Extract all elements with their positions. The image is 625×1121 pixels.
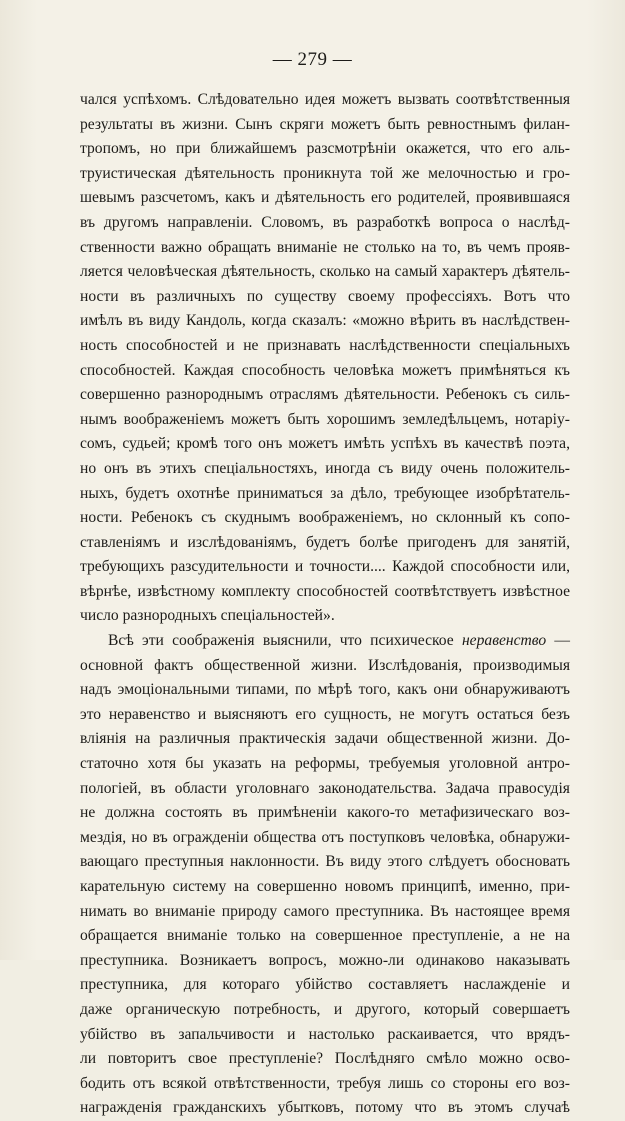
paragraph-line: чался успѣхомъ. Слѣдовательно идея можетъ вызвать соотвѣтственныя: [80, 91, 570, 108]
emphasized-word: неравенство: [461, 632, 547, 650]
paragraph-line: бодить отъ всякой отвѣтственности, требуя лишь со стороны его воз-: [80, 1074, 570, 1092]
paragraph-line: ности въ различныхъ по существу своему профессіяхъ. Вотъ что: [80, 287, 570, 305]
paragraph-line: обращается вниманіе только на совершенное преступленіе, а не на: [80, 927, 570, 945]
paragraph-line: нимать во вниманіе природу самого преступника. Въ настоящее время: [80, 902, 570, 920]
paragraph-line: мездія, но въ огражденіи общества отъ поступковъ человѣка, обнаружи-: [80, 828, 570, 846]
paragraph-line: преступника, для котораго убійство составляетъ наслажденіе и: [80, 976, 570, 994]
paragraph-line: ности. Ребенокъ съ скуднымъ воображеніемъ, но склонный къ сопо-: [80, 509, 570, 527]
line-text: Всѣ эти соображенія выяснили, что психическое: [108, 632, 462, 650]
paragraph-line: даже органическую потребность, и другого, который совершаетъ: [80, 1000, 570, 1018]
paragraph-line: имѣлъ въ виду Кандоль, когда сказалъ: «можно вѣрить въ наслѣдствен-: [80, 312, 570, 330]
paragraph-line: труистическая дѣятельность проникнута той же мелочностью и гро-: [80, 164, 570, 182]
paragraph-line: статочно хотя бы указать на реформы, требуемыя уголовной антро-: [80, 755, 570, 773]
paragraph-line: требующихъ разсудительности и точности.... Каждой способности или,: [80, 558, 570, 576]
paragraph-line: нымъ воображеніемъ можетъ быть хорошимъ земледѣльцемъ, нотаріу-: [80, 410, 570, 428]
paragraph-line: не должна состоять въ примѣненіи какого-то метафизическаго воз-: [80, 804, 570, 822]
paragraph-line: пологіей, въ области уголовнаго законодательства. Задача правосудія: [80, 779, 570, 797]
paragraph-line: въ другомъ направленіи. Словомъ, въ разработкѣ вопроса о наслѣд-: [80, 213, 570, 231]
paragraph-line: вающаго преступныя наклонности. Въ виду этого слѣдуетъ обосновать: [80, 853, 570, 871]
paragraph-line: надъ эмоціональными типами, по мѣрѣ того, какъ они обнаруживаютъ: [80, 681, 570, 699]
paragraph-line: ли повторитъ свое преступленіе? Послѣдняго смѣло можно осво-: [80, 1050, 570, 1068]
paragraph-line: способностей. Каждая способность человѣка можетъ примѣняться къ: [80, 361, 570, 379]
paragraph-line: ственности важно обращать вниманіе не столько на то, въ чемъ прояв-: [80, 238, 570, 256]
paragraph-line: ляется человѣческая дѣятельность, сколько на самый характеръ дѣятель-: [80, 263, 570, 281]
paragraph-1: [80, 88, 570, 629]
paragraph-line: награжденія гражданскихъ убытковъ, потому что въ этомъ случаѣ: [80, 1099, 570, 1117]
paragraph-line: совершенно разнороднымъ отраслямъ дѣятельности. Ребенокъ съ силь-: [80, 386, 570, 404]
line-text: —: [546, 632, 570, 650]
paragraph-line: шевымъ разсчетомъ, какъ и дѣятельность его родителей, проявившаяся: [80, 189, 570, 207]
paragraph-line: преступника. Возникаетъ вопросъ, можно-ли одинаково наказывать: [80, 951, 570, 969]
paragraph-line: результаты въ жизни. Сынъ скряги можетъ быть ревностнымъ филан-: [80, 115, 570, 133]
paragraph-line: тропомъ, но при ближайшемъ разсмотрѣніи окажется, что его аль-: [80, 140, 570, 158]
paragraph-line: ность способностей и не признавать наслѣдственности спеціальныхъ: [80, 336, 570, 354]
paragraph-line: [80, 629, 570, 654]
page-number: — 279 —: [272, 49, 353, 70]
paragraph-line: число разнородныхъ спеціальностей».: [80, 607, 335, 625]
paragraph-line: это неравенство и выясняютъ его сущность, не могутъ остаться безъ: [80, 705, 570, 723]
paragraph-line: сомъ, судьей; кромѣ того онъ можетъ имѣть успѣхъ въ качествѣ поэта,: [80, 435, 570, 453]
body-text: [80, 88, 570, 1121]
paragraph-2: [80, 629, 570, 1121]
paragraph-line: карательную систему на совершенно новомъ принципѣ, именно, при-: [80, 878, 570, 895]
paragraph-line: ныхъ, будетъ охотнѣе приниматься за дѣло, требующее изобрѣтатель-: [80, 484, 570, 502]
paragraph-line: но онъ въ этихъ спеціальностяхъ, иногда съ виду очень положитель-: [80, 459, 570, 477]
paragraph-line: убійство въ запальчивости и настолько раскаивается, что врядъ-: [80, 1025, 570, 1043]
paragraph-line: основной фактъ общественной жизни. Изслѣдованія, производимыя: [80, 656, 570, 674]
paragraph-line: вліянія на различныя практическія задачи общественной жизни. До-: [80, 730, 570, 748]
paragraph-line: ставленіямъ и изслѣдованіямъ, будетъ болѣе пригоденъ для занятій,: [80, 533, 570, 551]
paragraph-line: вѣрнѣе, извѣстному комплекту способностей соотвѣтствуетъ извѣстное: [80, 582, 570, 600]
